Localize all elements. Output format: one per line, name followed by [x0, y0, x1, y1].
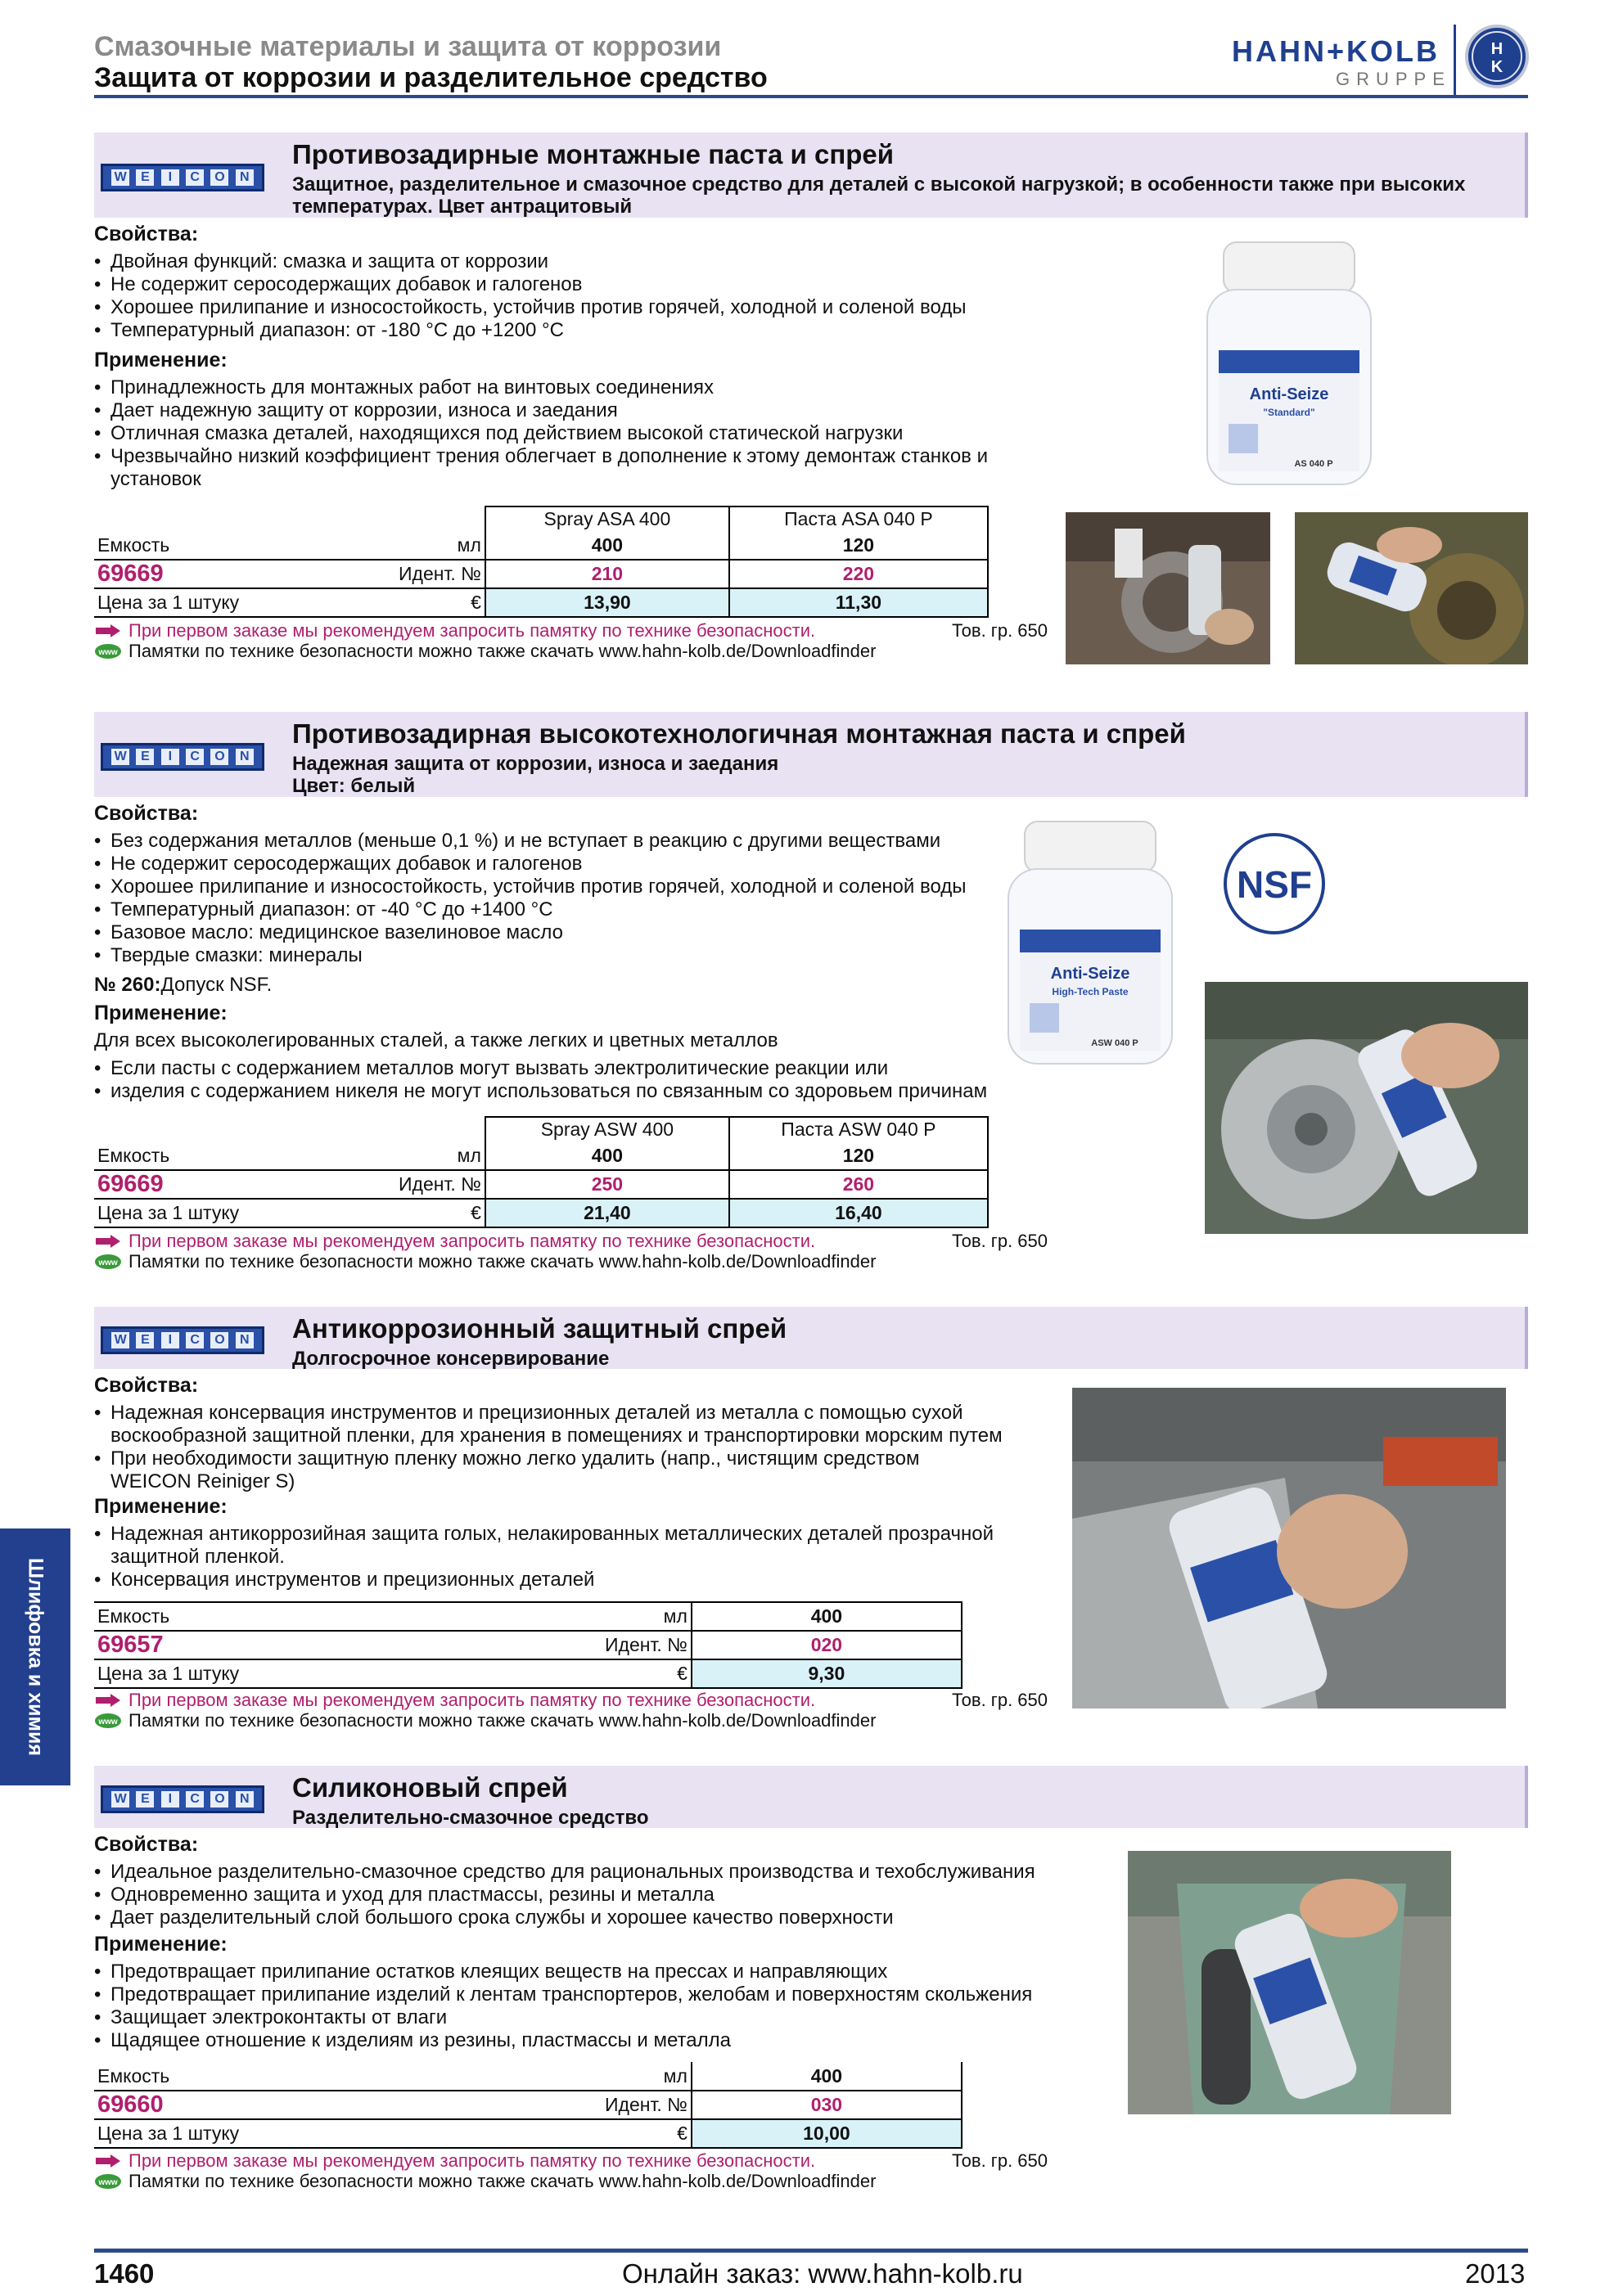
- list-item: • Надежная консервация инструментов и прецизионных деталей из металла с помощью сухой воскообразной защитной пленки, для хранения в помещениях и транспортировки морским путем: [94, 1402, 1056, 1447]
- article-number[interactable]: 69669: [94, 560, 395, 588]
- nsf-logo: [1221, 831, 1328, 937]
- list-item: • Не содержит серосодержащих добавок и галогенов: [94, 273, 1052, 296]
- properties-list: [94, 1861, 1052, 1929]
- product-subtitle: Защитное, разделительное и смазочное средство для деталей с высокой нагрузкой; в особенности также при высоких температурах. Цвет антрацитовый: [292, 173, 1466, 218]
- product-group: Тов. гр. 650: [951, 1231, 1048, 1251]
- product-group: Тов. гр. 650: [951, 620, 1048, 641]
- nsf-logo-text: NSF: [1237, 863, 1312, 906]
- online-order-link[interactable]: Онлайн заказ: www.hahn-kolb.ru: [622, 2258, 1023, 2289]
- header-title: Защита от коррозии и разделительное средство: [94, 62, 768, 93]
- capacity-value: 120: [729, 531, 988, 560]
- application-list: [94, 1523, 1056, 1591]
- price-value: 13,90: [485, 588, 729, 617]
- capacity-value: 120: [729, 1141, 988, 1170]
- properties-heading: Свойства:: [94, 1374, 199, 1397]
- capacity-value: 400: [692, 2062, 962, 2091]
- list-item: • Щадящее отношение к изделиям из резины, пластмассы и металла: [94, 2029, 1052, 2052]
- www-icon: [94, 1713, 122, 1729]
- safety-note-text: При первом заказе мы рекомендуем запросить памятку по технике безопасности.: [128, 620, 816, 641]
- application-list: [94, 1057, 1076, 1103]
- price-label: Цена за 1 штуку: [94, 2119, 602, 2148]
- properties-heading: Свойства:: [94, 802, 199, 825]
- list-item: • Базовое масло: медицинское вазелиновое масло: [94, 921, 1052, 944]
- arrow-right-icon: [94, 2154, 122, 2168]
- article-number[interactable]: 69660: [94, 2091, 602, 2119]
- hahn-kolb-logo-text: HAHN+KOLB: [1232, 34, 1440, 68]
- list-item: • Дает надежную защиту от коррозии, износа и заедания: [94, 399, 1056, 422]
- capacity-label: Емкость: [94, 1602, 602, 1631]
- capacity-unit: мл: [395, 1141, 485, 1170]
- www-icon: [94, 1254, 122, 1270]
- list-item: • Одновременно защита и уход для пластмассы, резины и металла: [94, 1884, 1052, 1907]
- list-item: • Предотвращает прилипание изделий к лентам транспортеров, желобам и поверхностям скольжения: [94, 1983, 1052, 2006]
- list-item: • изделия с содержанием никеля не могут использоваться по связанным со здоровьем причинам: [94, 1080, 1076, 1103]
- application-heading: Применение:: [94, 1933, 228, 1956]
- currency-unit: €: [602, 2119, 692, 2148]
- properties-list: [94, 830, 1052, 967]
- page-number: 1460: [94, 2258, 155, 2289]
- www-icon: [94, 2173, 122, 2190]
- price-value: 11,30: [729, 588, 988, 617]
- product-band: [94, 1307, 1528, 1369]
- product-title: Силиконовый спрей: [292, 1772, 568, 1803]
- arrow-right-icon: [94, 624, 122, 638]
- capacity-value: 400: [485, 1141, 729, 1170]
- list-item: • Хорошее прилипание и износостойкость, устойчив против горячей, холодной и соленой воды: [94, 296, 1052, 319]
- weicon-logo: W E I C O N: [101, 1785, 264, 1813]
- capacity-label: Емкость: [94, 1141, 395, 1170]
- ident-number[interactable]: 020: [692, 1631, 962, 1659]
- capacity-value: 400: [485, 531, 729, 560]
- ident-number[interactable]: 260: [729, 1170, 988, 1199]
- ident-label: Идент. №: [602, 1631, 692, 1659]
- product-section-corrosion-spray: [94, 1307, 1528, 1731]
- price-table: [94, 2062, 963, 2149]
- price-label: Цена за 1 штуку: [94, 1659, 602, 1688]
- properties-list: [94, 250, 1052, 342]
- arrow-right-icon: [94, 1234, 122, 1249]
- catalog-year: 2013: [1465, 2258, 1526, 2289]
- download-link[interactable]: Памятки по технике безопасности можно также скачать www.hahn-kolb.de/Downloadfinder: [128, 1710, 877, 1731]
- logo-divider: [1454, 25, 1456, 95]
- list-item: • Хорошее прилипание и износостойкость, устойчив против горячей, холодной и соленой воды: [94, 876, 1052, 898]
- price-table: [94, 506, 989, 618]
- product-section-silicone-spray: [94, 1766, 1528, 2191]
- application-heading: Применение:: [94, 1495, 228, 1518]
- product-subtitle: Долгосрочное консервирование: [292, 1348, 610, 1370]
- spray-application-photo: [1295, 512, 1528, 664]
- svg-text:www: www: [98, 1717, 118, 1727]
- list-item: • Надежная антикоррозийная защита голых, нелакированных металлических деталей прозрачной защитной пленкой.: [94, 1523, 1056, 1569]
- list-item: • Двойная функций: смазка и защита от коррозии: [94, 250, 1052, 273]
- application-list: [94, 1961, 1052, 2052]
- product-group: Тов. гр. 650: [951, 2150, 1048, 2171]
- application-heading: Применение:: [94, 349, 228, 371]
- www-icon: [94, 643, 122, 660]
- silicone-spray-photo: [1128, 1851, 1451, 2114]
- anti-seize-standard-jar-image: [1191, 236, 1391, 496]
- capacity-unit: мл: [602, 2062, 692, 2091]
- jar-code: ASW 040 P: [1091, 1038, 1138, 1048]
- anti-seize-high-tech-jar-image: [992, 815, 1192, 1075]
- jar-label: Anti-Seize: [1050, 965, 1130, 983]
- application-intro: Для всех высоколегированных сталей, а также легких и цветных металлов: [94, 1029, 778, 1051]
- list-item: • Идеальное разделительно-смазочное средство для рациональных производства и техобслуживания: [94, 1861, 1052, 1884]
- variant-header: Spray ASW 400: [485, 1117, 729, 1141]
- motor-spray-photo: [1205, 982, 1528, 1234]
- safety-note: [94, 2150, 1048, 2191]
- corrosion-spray-photo: [1072, 1388, 1506, 1708]
- nsf-approval: № 260:Допуск NSF.: [94, 974, 273, 996]
- price-table: [94, 1116, 989, 1228]
- chapter-side-tab[interactable]: [0, 1528, 70, 1785]
- list-item: • Чрезвычайно низкий коэффициент трения облегчает в дополнение к этому демонтаж станков и установок: [94, 445, 1056, 491]
- svg-text:www: www: [98, 648, 118, 657]
- product-group: Тов. гр. 650: [951, 1690, 1048, 1710]
- price-value: 16,40: [729, 1199, 988, 1227]
- list-item: • Консервация инструментов и прецизионных деталей: [94, 1569, 1056, 1591]
- ident-number[interactable]: 220: [729, 560, 988, 588]
- product-subtitle: Надежная защита от коррозии, износа и заедания Цвет: белый: [292, 753, 779, 797]
- safety-note: [94, 1690, 1048, 1731]
- weicon-logo: W E I C O N: [101, 1326, 264, 1354]
- properties-heading: Свойства:: [94, 223, 199, 245]
- product-subtitle: Разделительно-смазочное средство: [292, 1807, 649, 1829]
- download-link[interactable]: Памятки по технике безопасности можно также скачать www.hahn-kolb.de/Downloadfinder: [128, 641, 877, 661]
- list-item: • Температурный диапазон: от -40 °C до +1400 °C: [94, 898, 1052, 921]
- properties-list: [94, 1402, 1056, 1493]
- svg-text:www: www: [98, 1258, 118, 1267]
- application-list: [94, 376, 1056, 491]
- variant-header: Паста ASA 040 P: [729, 506, 988, 531]
- header-category: Смазочные материалы и защита от коррозии: [94, 31, 722, 62]
- product-band: [94, 1766, 1528, 1828]
- safety-note-text: При первом заказе мы рекомендуем запросить памятку по технике безопасности.: [128, 1231, 816, 1251]
- download-link[interactable]: Памятки по технике безопасности можно также скачать www.hahn-kolb.de/Downloadfinder: [128, 1251, 877, 1272]
- product-band: [94, 712, 1528, 797]
- article-number[interactable]: 69657: [94, 1631, 602, 1659]
- capacity-label: Емкость: [94, 531, 395, 560]
- jar-sublabel: High-Tech Paste: [1052, 986, 1129, 997]
- variant-header: Паста ASW 040 P: [729, 1117, 988, 1141]
- price-label: Цена за 1 штуку: [94, 1199, 395, 1227]
- svg-text:H: H: [1490, 40, 1504, 58]
- ident-label: Идент. №: [395, 560, 485, 588]
- safety-note-text: При первом заказе мы рекомендуем запросить памятку по технике безопасности.: [128, 2150, 816, 2171]
- footer-divider: [94, 2249, 1528, 2253]
- list-item: • Температурный диапазон: от -180 °C до +1200 °C: [94, 319, 1052, 342]
- product-title: Противозадирные монтажные паста и спрей: [292, 139, 895, 169]
- list-item: • Не содержит серосодержащих добавок и галогенов: [94, 853, 1052, 876]
- brake-assembly-photo: [1066, 512, 1270, 664]
- article-number[interactable]: 69669: [94, 1170, 395, 1199]
- weicon-logo: W E I C O N: [101, 743, 264, 771]
- price-value: 9,30: [692, 1659, 962, 1688]
- variant-header: Spray ASA 400: [485, 506, 729, 531]
- capacity-label: Емкость: [94, 2062, 602, 2091]
- list-item: • Твердые смазки: минералы: [94, 944, 1052, 967]
- hahn-kolb-emblem-icon: [1465, 25, 1529, 88]
- list-item: • Дает разделительный слой большого срока службы и хорошее качество поверхности: [94, 1907, 1052, 1929]
- list-item: • При необходимости защитную пленку можно легко удалить (напр., чистящим средством WEICON Reiniger S): [94, 1447, 945, 1493]
- currency-unit: €: [395, 1199, 485, 1227]
- download-link[interactable]: Памятки по технике безопасности можно также скачать www.hahn-kolb.de/Downloadfinder: [128, 2171, 877, 2191]
- jar-label: Anti-Seize: [1249, 385, 1329, 403]
- list-item: • Предотвращает прилипание остатков клеящих веществ на прессах и направляющих: [94, 1961, 1052, 1983]
- jar-sublabel: "Standard": [1263, 407, 1315, 418]
- arrow-right-icon: [94, 1693, 122, 1708]
- ident-number[interactable]: 210: [485, 560, 729, 588]
- list-item: • Принадлежность для монтажных работ на винтовых соединениях: [94, 376, 1056, 399]
- hahn-kolb-logo-sub: GRUPPE: [1336, 69, 1451, 89]
- list-item: • Отличная смазка деталей, находящихся под действием высокой статической нагрузки: [94, 422, 1056, 445]
- chapter-side-tab-label: Шлифовка и химия: [24, 1558, 47, 1756]
- capacity-unit: мл: [395, 531, 485, 560]
- product-title: Противозадирная высокотехнологичная монтажная паста и спрей: [292, 718, 1186, 749]
- ident-label: Идент. №: [395, 1170, 485, 1199]
- product-band: [94, 133, 1528, 218]
- currency-unit: €: [602, 1659, 692, 1688]
- list-item: • Защищает электроконтакты от влаги: [94, 2006, 1052, 2029]
- svg-text:K: K: [1490, 58, 1504, 76]
- price-value: 21,40: [485, 1199, 729, 1227]
- safety-note: [94, 620, 1048, 661]
- product-title: Антикоррозионный защитный спрей: [292, 1313, 787, 1344]
- application-heading: Применение:: [94, 1002, 228, 1024]
- jar-code: AS 040 P: [1294, 459, 1333, 469]
- safety-note-text: При первом заказе мы рекомендуем запросить памятку по технике безопасности.: [128, 1690, 816, 1710]
- capacity-value: 400: [692, 1602, 962, 1631]
- svg-text:www: www: [98, 2178, 118, 2187]
- currency-unit: €: [395, 588, 485, 617]
- ident-label: Идент. №: [602, 2091, 692, 2119]
- list-item: • Без содержания металлов (меньше 0,1 %) и не вступает в реакцию с другими веществами: [94, 830, 1052, 853]
- capacity-unit: мл: [602, 1602, 692, 1631]
- ident-number[interactable]: 030: [692, 2091, 962, 2119]
- price-label: Цена за 1 штуку: [94, 588, 395, 617]
- price-table: [94, 1601, 963, 1689]
- weicon-logo: W E I C O N: [101, 164, 264, 191]
- ident-number[interactable]: 250: [485, 1170, 729, 1199]
- properties-heading: Свойства:: [94, 1833, 199, 1856]
- header-divider: [94, 95, 1528, 98]
- safety-note: [94, 1231, 1048, 1272]
- price-value: 10,00: [692, 2119, 962, 2148]
- list-item: • Если пасты с содержанием металлов могут вызвать электролитические реакции или: [94, 1057, 1076, 1080]
